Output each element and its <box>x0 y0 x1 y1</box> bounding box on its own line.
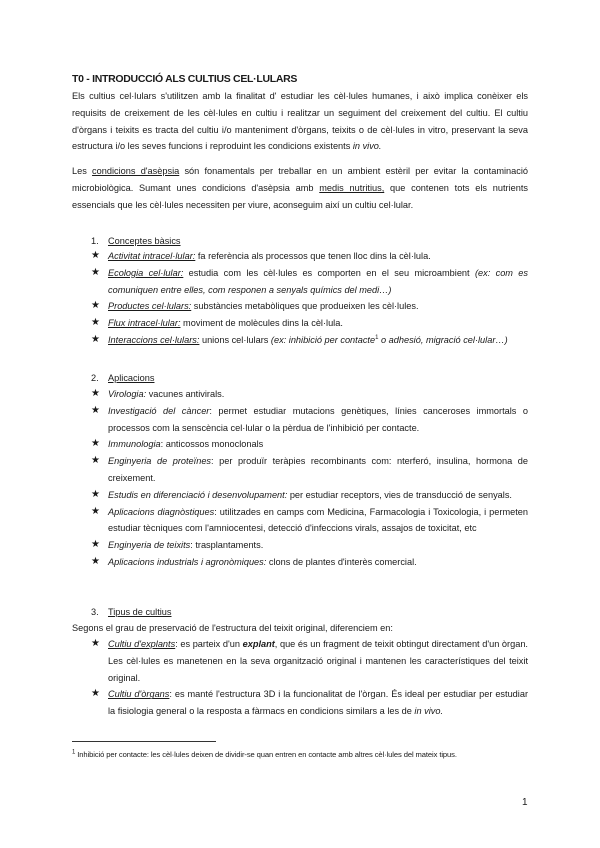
item-text: moviment de molècules dins la cèl·lula. <box>180 318 343 329</box>
star-bullet-icon: ★ <box>91 638 100 649</box>
asepsia-term: condicions d'asèpsia <box>92 166 180 176</box>
section-heading-applications <box>91 370 154 387</box>
footnote-marker: 1 <box>72 749 76 756</box>
star-bullet-icon: ★ <box>91 555 100 567</box>
list-item <box>91 248 528 265</box>
item-text: : utilitzades en camps com Medicina, Farmacologia i Toxicologia, i permeten estudiar tècniques com l'amniocentesi, detecció d'infeccions virals, assajos de toxicitat, etc <box>108 506 528 534</box>
item-term: Productes cel·lulars: <box>108 301 192 312</box>
star-bullet-icon: ★ <box>91 250 100 261</box>
item-term: Enginyeria de teixits <box>108 540 191 551</box>
intro-paragraph-2 <box>72 163 528 213</box>
item-bold: explant <box>242 639 275 649</box>
footnote-divider <box>72 741 216 742</box>
section-label: Tipus de cultius <box>108 607 172 617</box>
intro-p1-italic: in vivo. <box>352 141 382 152</box>
item-italic: in vivo. <box>414 706 444 717</box>
list-item <box>91 332 528 349</box>
item-example: (ex: com es comuniquen entre elles, com responen a senyals químics del medi…) <box>108 267 528 295</box>
star-bullet-icon: ★ <box>91 505 100 517</box>
star-bullet-icon: ★ <box>91 455 100 467</box>
types-list <box>91 636 528 720</box>
types-intro: Segons el grau de preservació de l'estructura del teixit original, diferenciem en: <box>72 623 393 633</box>
star-bullet-icon: ★ <box>91 404 100 416</box>
list-item <box>91 265 528 299</box>
item-term: Estudis en diferenciació i desenvolupament: <box>108 489 288 500</box>
item-text: : es parteix d'un <box>175 639 243 649</box>
intro-p2-text-b: són fonamentals per treballar en un ambient estèril per evitar la contaminació microbiològica. Sumant unes condicions d'asèpsia amb <box>72 166 528 193</box>
section-number: 2. <box>91 373 99 383</box>
list-item <box>91 537 528 554</box>
star-bullet-icon: ★ <box>91 317 100 329</box>
item-term: Enginyeria de proteïnes <box>108 456 212 467</box>
footnote <box>72 748 528 761</box>
intro-p2-text-c: que contenen tots els nutrients essencials que les cèl·lules necessiten per viure, aconseguim així un cultiu cel·lular. <box>72 182 528 210</box>
list-item <box>91 403 528 437</box>
concepts-list <box>91 248 528 349</box>
item-term: Activitat intracel·lular: <box>108 251 196 261</box>
list-item <box>91 298 528 315</box>
item-term: Cultiu d'explants <box>108 639 176 649</box>
item-text: : anticossos monoclonals <box>160 439 264 450</box>
list-item <box>91 504 528 538</box>
intro-p2-text-a: Les <box>72 166 93 176</box>
section-number: 1. <box>91 236 99 246</box>
item-text: estudia com les cèl·lules es comporten en el seu microambient <box>183 267 475 278</box>
item-term: Aplicacions industrials i agronòmiques: <box>108 556 267 567</box>
footnote-ref[interactable]: 1 <box>375 334 379 341</box>
item-example-cont: o adhesió, migració cel·lular…) <box>378 334 508 345</box>
star-bullet-icon: ★ <box>91 688 100 700</box>
item-text: clons de plantes d'interès comercial. <box>266 556 417 567</box>
star-bullet-icon: ★ <box>91 333 100 345</box>
item-term: Cultiu d'òrgans <box>108 689 170 700</box>
applications-list <box>91 386 528 571</box>
star-bullet-icon: ★ <box>91 438 100 450</box>
section-label: Aplicacions <box>108 373 155 383</box>
item-term: Ecologia cel·lular: <box>108 267 184 278</box>
list-item <box>91 686 528 720</box>
item-term: Flux intracel·lular: <box>108 318 181 329</box>
item-text: fa referència als processos que tenen lloc dins la cèl·lula. <box>195 251 431 261</box>
item-term: Interaccions cel·lulars: <box>108 334 200 345</box>
item-text: substàncies metabòliques que produeixen les cèl·lules. <box>191 301 419 312</box>
list-item <box>91 436 528 453</box>
star-bullet-icon: ★ <box>91 266 100 278</box>
intro-p1-text: Els cultius cel·lulars s'utilitzen amb la finalitat d' estudiar les cèl·lules humanes, i això implica conèixer els requisits de creixement de les cèl·lules en cultiu i realitzar un seguiment del creixement del cultiu. El cultiu d'òrgans i teixits es tracta del cultiu i/o manteniment d'òrgans, teixits o de cèl·lules in vitro, preservant la seva estructura i/o les seves funcions i reproduint les condicions existents <box>72 91 528 152</box>
item-term: Virologia: <box>108 389 147 399</box>
item-example: (ex: inhibició per contacte <box>270 334 376 345</box>
item-text: vacunes antivirals. <box>146 389 225 399</box>
list-item <box>91 636 528 686</box>
list-item <box>91 386 528 403</box>
page-number: 1 <box>522 797 528 808</box>
star-bullet-icon: ★ <box>91 300 100 312</box>
item-text: per estudiar receptors, vies de transducció de senyals. <box>287 489 512 500</box>
item-text-cont: , que és un fragment de teixit obtingut directament d'un òrgan. Les cèl·lules es manetenen en la seva organització original i mantenen les característiques del teixit original. <box>108 639 528 683</box>
list-item <box>91 315 528 332</box>
footnote-text: Inhibició per contacte: les cèl·lules deixen de dividir-se quan entren en contacte amb altres cèl·lules del mateix tipus. <box>75 750 457 759</box>
section-number: 3. <box>91 607 99 617</box>
list-item <box>91 487 528 504</box>
item-text: : es manté l'estructura 3D i la funcionalitat de l'òrgan. És ideal per estudiar per estudiar la fisiologia general o la resposta a fàrmacs en condicions similars a les de <box>108 689 528 717</box>
section-heading-types <box>91 604 172 621</box>
item-text: unions cel·lulars <box>199 334 271 345</box>
item-term: Investigació del càncer <box>108 405 210 416</box>
item-term: Immunologia <box>108 439 161 450</box>
intro-paragraph-1 <box>72 88 528 155</box>
medis-term: medis nutritius, <box>319 182 385 193</box>
item-term: Aplicacions diagnòstiques <box>108 506 215 517</box>
star-bullet-icon: ★ <box>91 488 100 500</box>
list-item <box>91 554 528 571</box>
item-text: : permet estudiar mutacions genètiques, línies canceroses immortals o processos com la senscència cel·lular o la pèrdua de l'inhibició per contacte. <box>108 405 528 433</box>
section-label: Conceptes bàsics <box>108 236 181 246</box>
list-item <box>91 453 528 487</box>
item-text: : trasplantaments. <box>190 540 264 551</box>
star-bullet-icon: ★ <box>91 388 100 399</box>
item-text: : per produïr teràpies recombinants com: nterferó, insulina, hormona de creixement. <box>108 456 528 483</box>
star-bullet-icon: ★ <box>91 539 100 551</box>
page-title: T0 - INTRODUCCIÓ ALS CULTIUS CEL·LULARS <box>72 73 298 85</box>
